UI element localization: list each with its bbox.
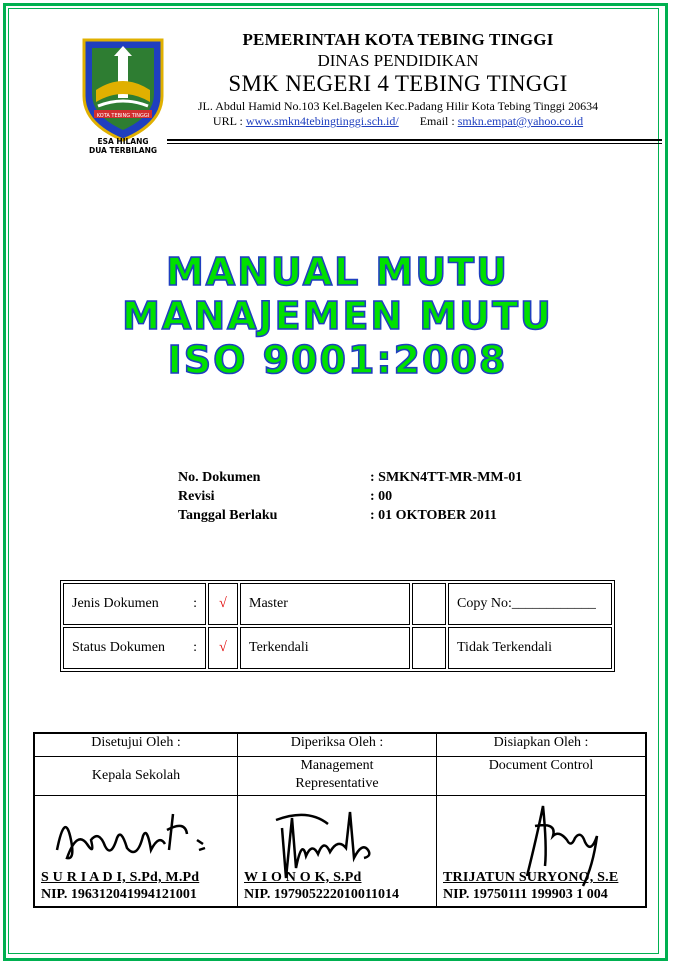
school-name: SMK NEGERI 4 TEBING TINGGI bbox=[228, 71, 568, 96]
approval-signature-row bbox=[34, 796, 646, 908]
principal-signature bbox=[47, 800, 227, 880]
controlled-checkbox[interactable]: √ bbox=[208, 627, 238, 669]
title-line-2: MANAJEMEN MUTU bbox=[122, 294, 553, 338]
document-type-label: Jenis Dokumen bbox=[72, 596, 159, 611]
email-label: Email : bbox=[419, 114, 455, 128]
effective-date-value: : 01 OKTOBER 2011 bbox=[370, 508, 497, 523]
svg-text:KOTA TEBING TINGGI: KOTA TEBING TINGGI bbox=[96, 113, 150, 119]
approval-role-row bbox=[34, 757, 646, 796]
document-title bbox=[40, 250, 635, 382]
principal-signature-cell bbox=[34, 796, 238, 908]
doc-number-label: No. Dokumen bbox=[178, 470, 261, 485]
document-control-name: TRIJATUN SURYONO, S.E bbox=[443, 870, 619, 885]
approved-by-header: Disetujui Oleh : bbox=[34, 733, 238, 757]
effective-date-label: Tanggal Berlaku bbox=[178, 508, 278, 523]
svg-text:DUA TERBILANG: DUA TERBILANG bbox=[88, 146, 158, 154]
document-status-label-cell: Status Dokumen : bbox=[63, 627, 206, 669]
principal-nip: NIP. 196312041994121001 bbox=[41, 887, 197, 902]
reviewed-by-header: Diperiksa Oleh : bbox=[238, 733, 437, 757]
header-divider-thin bbox=[167, 143, 662, 144]
management-rep-role: Management Representative bbox=[238, 757, 437, 796]
url-label: URL : bbox=[212, 114, 243, 128]
document-type-label-cell: Jenis Dokumen : bbox=[63, 583, 206, 625]
principal-role: Kepala Sekolah bbox=[34, 757, 238, 796]
header-divider bbox=[167, 139, 662, 141]
department-name: DINAS PENDIDIKAN bbox=[317, 51, 479, 70]
uncontrolled-option: Tidak Terkendali bbox=[448, 627, 612, 669]
letterhead bbox=[10, 20, 660, 154]
document-status-label: Status Dokumen bbox=[72, 640, 165, 655]
doc-number-row bbox=[178, 470, 578, 489]
revision-value: : 00 bbox=[370, 489, 393, 504]
doc-number-value: : SMKN4TT-MR-MM-01 bbox=[370, 470, 523, 485]
approval-header-row bbox=[34, 733, 646, 757]
title-line-3: ISO 9001:2008 bbox=[167, 338, 508, 382]
document-control-nip: NIP. 19750111 199903 1 004 bbox=[443, 887, 608, 902]
document-status-row bbox=[63, 627, 612, 669]
copy-checkbox[interactable] bbox=[412, 583, 446, 625]
master-checkbox[interactable]: √ bbox=[208, 583, 238, 625]
document-control-role: Document Control bbox=[437, 757, 647, 796]
revision-row bbox=[178, 489, 578, 508]
contact-line bbox=[188, 114, 608, 129]
document-control-signature-cell bbox=[437, 796, 647, 908]
school-address: JL. Abdul Hamid No.103 Kel.Bagelen Kec.Padang Hilir Kota Tebing Tinggi 20634 bbox=[197, 99, 599, 113]
prepared-by-header: Disiapkan Oleh : bbox=[437, 733, 647, 757]
document-info bbox=[178, 470, 578, 527]
government-name: PEMERINTAH KOTA TEBING TINGGI bbox=[242, 30, 554, 49]
city-emblem-logo bbox=[80, 32, 166, 154]
approval-table bbox=[33, 732, 647, 908]
management-rep-name: W I O N O K, S.Pd bbox=[244, 870, 362, 885]
svg-text:ESA HILANG: ESA HILANG bbox=[97, 137, 149, 146]
email-link[interactable]: smkn.empat@yahoo.co.id bbox=[457, 114, 584, 128]
title-line-1: MANUAL MUTU bbox=[165, 250, 509, 294]
revision-label: Revisi bbox=[178, 489, 215, 504]
controlled-option: Terkendali bbox=[240, 627, 410, 669]
master-option: Master bbox=[240, 583, 410, 625]
principal-name: S U R I A D I, S.Pd, M.Pd bbox=[41, 870, 200, 885]
management-rep-nip: NIP. 197905222010011014 bbox=[244, 887, 400, 902]
website-link[interactable]: www.smkn4tebingtinggi.sch.id/ bbox=[245, 114, 399, 128]
document-status-table bbox=[60, 580, 615, 672]
management-rep-signature-cell bbox=[238, 796, 437, 908]
copy-no-option: Copy No:____________ bbox=[448, 583, 612, 625]
effective-date-row bbox=[178, 508, 578, 527]
document-type-row bbox=[63, 583, 612, 625]
uncontrolled-checkbox[interactable] bbox=[412, 627, 446, 669]
letterhead-text bbox=[188, 20, 608, 129]
